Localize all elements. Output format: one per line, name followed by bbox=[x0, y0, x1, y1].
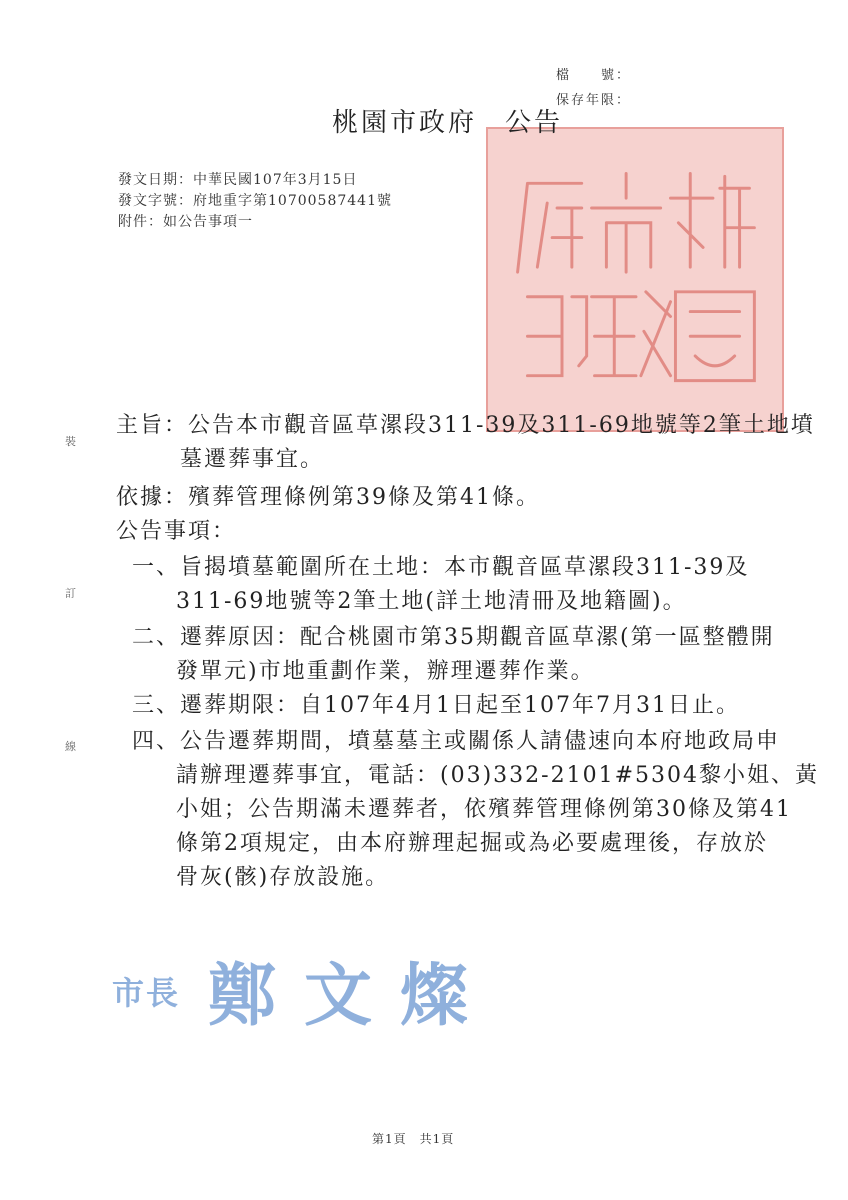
binding-mark-xian: 線 bbox=[65, 740, 76, 753]
item-1-line-2: 311-69地號等2筆土地(詳土地清冊及地籍圖)。 bbox=[176, 589, 687, 614]
issue-date: 發文日期：中華民國107年3月15日 bbox=[118, 172, 358, 188]
item-3-line-1: 三、遷葬期限：自107年4月1日起至107年7月31日止。 bbox=[132, 693, 740, 718]
item-1-line-1: 一、旨揭墳墓範圍所在土地：本市觀音區草漯段311-39及 bbox=[132, 555, 750, 580]
reference-number: 發文字號：府地重字第10700587441號 bbox=[118, 193, 392, 209]
attachment-note: 附件：如公告事項一 bbox=[118, 214, 253, 230]
file-number-label: 檔 號： bbox=[556, 68, 632, 83]
page-number: 第1頁 共1頁 bbox=[372, 1132, 455, 1146]
signature-title: 市長 bbox=[112, 974, 181, 1012]
subject-line-1: 主旨：公告本市觀音區草漯段311-39及311-69地號等2筆土地墳 bbox=[116, 413, 815, 438]
binding-mark-ding: 訂 bbox=[65, 587, 76, 600]
binding-mark-zhuang: 裝 bbox=[65, 435, 76, 448]
item-4-line-2: 請辦理遷葬事宜，電話：(03)332-2101#5304黎小姐、黃 bbox=[176, 763, 819, 788]
document-type: 公告 bbox=[505, 108, 564, 138]
item-4-line-1: 四、公告遷葬期間，墳墓墓主或關係人請儘速向本府地政局申 bbox=[132, 729, 781, 754]
retention-period-label: 保存年限： bbox=[556, 93, 632, 108]
item-2-line-1: 二、遷葬原因：配合桃園市第35期觀音區草漯(第一區整體開 bbox=[132, 625, 775, 650]
item-4-line-5: 骨灰(骸)存放設施。 bbox=[176, 865, 390, 890]
subject-line-2: 墓遷葬事宜。 bbox=[180, 447, 325, 472]
item-4-line-3: 小姐；公告期滿未遷葬者，依殯葬管理條例第30條及第41 bbox=[176, 797, 792, 822]
item-2-line-2: 發單元)市地重劃作業，辦理遷葬作業。 bbox=[176, 659, 595, 684]
official-seal bbox=[486, 127, 784, 432]
legal-basis: 依據：殯葬管理條例第39條及第41條。 bbox=[116, 485, 540, 510]
signature-name: 鄭文燦 bbox=[208, 956, 497, 1036]
seal-graphic bbox=[488, 129, 782, 430]
page-title bbox=[332, 102, 563, 139]
issuing-organization: 桃園市政府 bbox=[332, 108, 478, 138]
item-4-line-4: 條第2項規定，由本府辦理起掘或為必要處理後，存放於 bbox=[176, 831, 768, 856]
items-heading: 公告事項： bbox=[116, 519, 237, 544]
